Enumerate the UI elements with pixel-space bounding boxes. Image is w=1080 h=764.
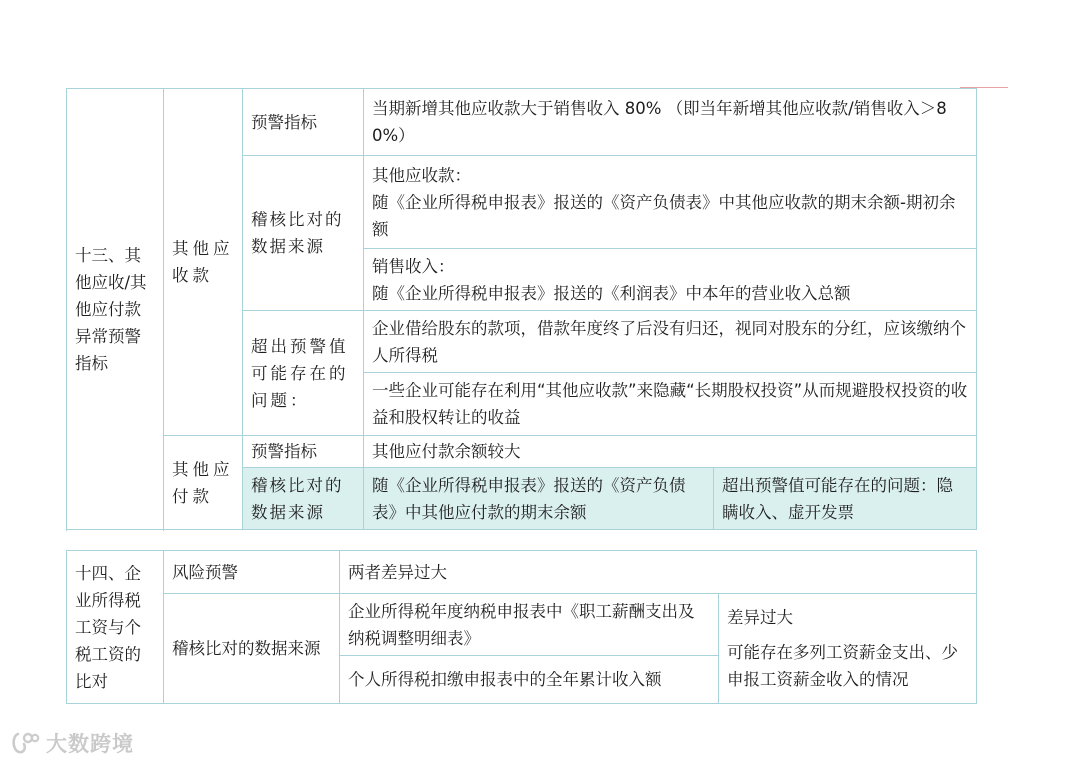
payable-label: 其他应付款 bbox=[164, 436, 243, 530]
payable-source-label: 稽核比对的数据来源 bbox=[243, 468, 364, 530]
section-13-title: 十三、其他应收/其他应付款异常预警指标 bbox=[67, 89, 164, 530]
receivable-issues-label: 超出预警值可能存在的问题： bbox=[243, 311, 364, 436]
receivable-source-label: 稽核比对的数据来源 bbox=[243, 156, 364, 311]
source-1-title: 其他应收款： bbox=[372, 165, 471, 185]
section-14-title: 十四、企业所得税工资与个税工资的比对 bbox=[67, 551, 164, 704]
receivable-label: 其他应收款 bbox=[164, 89, 243, 436]
payable-source-text: 随《企业所得税申报表》报送的《资产负债表》中其他应付款的期末余额 bbox=[364, 468, 714, 530]
receivable-source-1 bbox=[364, 156, 977, 249]
result-title: 差异过大 bbox=[727, 608, 793, 627]
receivable-issue-1: 企业借给股东的款项，借款年度终了后没有归还，视同对股东的分红，应该缴纳个人所得税 bbox=[364, 311, 977, 373]
risk-text: 两者差异过大 bbox=[340, 551, 977, 594]
result-text: 可能存在多列工资薪金支出、少申报工资薪金收入的情况 bbox=[727, 643, 958, 689]
payable-indicator-text: 其他应付款余额较大 bbox=[364, 436, 977, 468]
brand-logo-icon bbox=[10, 730, 40, 756]
payable-indicator-label: 预警指标 bbox=[243, 436, 364, 468]
compare-source-2: 个人所得税扣缴申报表中的全年累计收入额 bbox=[340, 656, 719, 704]
section-14-table bbox=[66, 550, 977, 704]
compare-source-label: 稽核比对的数据来源 bbox=[164, 594, 340, 704]
receivable-issue-2: 一些企业可能存在利用“其他应收款”来隐藏“长期股权投资”从而规避股权投资的收益和股权转让的收益 bbox=[364, 373, 977, 436]
source-1-text: 随《企业所得税申报表》报送的《资产负债表》中其他应收款的期末余额-期初余额 bbox=[372, 192, 956, 239]
section-13-table bbox=[66, 88, 977, 530]
compare-result bbox=[719, 594, 977, 704]
receivable-indicator-label: 预警指标 bbox=[243, 89, 364, 156]
source-2-text: 随《企业所得税申报表》报送的《利润表》中本年的营业收入总额 bbox=[372, 283, 851, 303]
source-2-title: 销售收入： bbox=[372, 256, 455, 276]
payable-issue-text: 超出预警值可能存在的问题：隐瞒收入、虚开发票 bbox=[714, 468, 977, 530]
risk-label: 风险预警 bbox=[164, 551, 340, 594]
watermark-text: 大数跨境 bbox=[46, 732, 134, 756]
receivable-indicator-text: 当期新增其他应收款大于销售收入 80% （即当年新增其他应收款/销售收入＞80%） bbox=[364, 89, 977, 156]
watermark bbox=[10, 728, 134, 758]
receivable-source-2 bbox=[364, 249, 977, 311]
compare-source-1: 企业所得税年度纳税申报表中《职工薪酬支出及纳税调整明细表》 bbox=[340, 594, 719, 656]
